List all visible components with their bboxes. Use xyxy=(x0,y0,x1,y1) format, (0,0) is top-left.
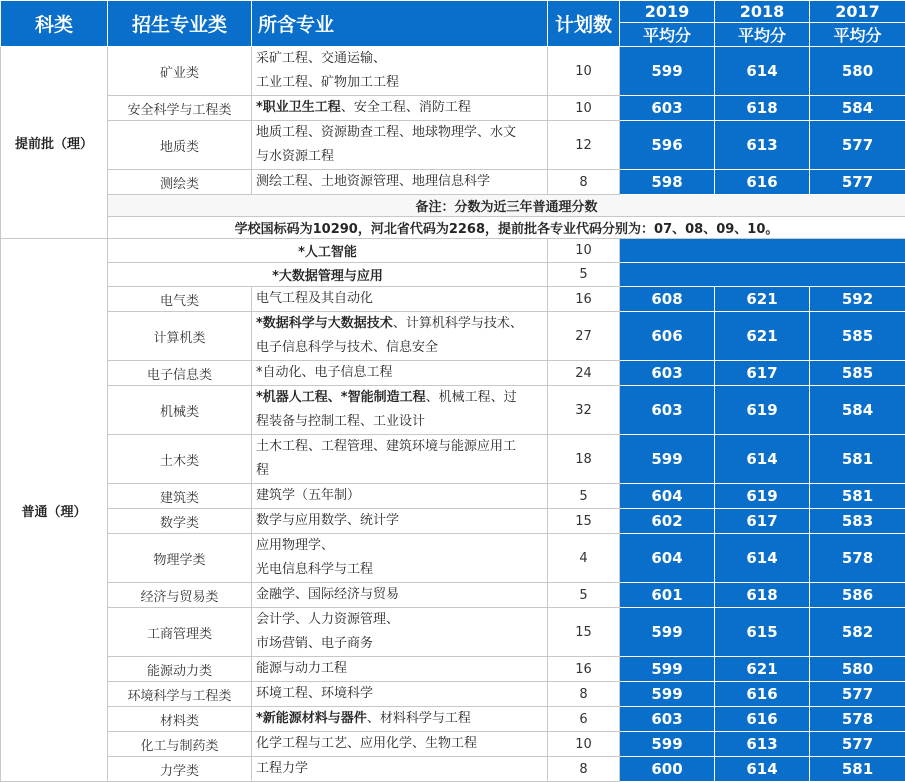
score-2019: 600 xyxy=(620,757,715,782)
group-cell: 建筑类 xyxy=(108,484,252,509)
plan-cell: 16 xyxy=(548,287,620,312)
group-cell: 机械类 xyxy=(108,386,252,435)
table-row xyxy=(1,96,905,121)
table-row xyxy=(1,732,905,757)
table-row xyxy=(1,509,905,534)
plan-cell: 32 xyxy=(548,386,620,435)
score-2018: 617 xyxy=(715,509,810,534)
table-row xyxy=(1,239,905,263)
majors-cell: 土木工程、工程管理、建筑环境与能源应用工 程 xyxy=(252,435,548,484)
score-2018: 621 xyxy=(715,287,810,312)
table-row xyxy=(1,47,905,96)
plan-cell: 8 xyxy=(548,757,620,782)
header-year-2017: 2017 xyxy=(810,1,905,23)
score-2017: 580 xyxy=(810,47,905,96)
score-2019: 599 xyxy=(620,47,715,96)
score-2018: 615 xyxy=(715,608,810,657)
majors-cell: 金融学、国际经济与贸易 xyxy=(252,583,548,608)
group-cell: 电气类 xyxy=(108,287,252,312)
table-row xyxy=(1,707,905,732)
table-row xyxy=(1,386,905,435)
group-cell: 工商管理类 xyxy=(108,608,252,657)
score-2019: 602 xyxy=(620,509,715,534)
score-2018: 619 xyxy=(715,386,810,435)
header-majors: 所含专业 xyxy=(252,1,548,47)
majors-cell: *自动化、电子信息工程 xyxy=(252,361,548,386)
header-year-2019: 2019 xyxy=(620,1,715,23)
plan-cell: 5 xyxy=(548,263,620,287)
plan-cell: 8 xyxy=(548,682,620,707)
category-cell: 提前批（理） xyxy=(1,47,108,239)
score-2019: 603 xyxy=(620,96,715,121)
majors-cell: 应用物理学、 光电信息科学与工程 xyxy=(252,534,548,583)
score-2019: 608 xyxy=(620,287,715,312)
table-row xyxy=(1,657,905,682)
note-row xyxy=(1,195,905,217)
score-2017: 577 xyxy=(810,732,905,757)
table-row xyxy=(1,263,905,287)
majors-cell: 工程力学 xyxy=(252,757,548,782)
score-2017: 592 xyxy=(810,287,905,312)
plan-cell: 18 xyxy=(548,435,620,484)
table-row xyxy=(1,435,905,484)
score-2018: 619 xyxy=(715,484,810,509)
majors-cell: *职业卫生工程、安全工程、消防工程 xyxy=(252,96,548,121)
score-2018: 616 xyxy=(715,170,810,195)
group-cell: 数学类 xyxy=(108,509,252,534)
plan-cell: 5 xyxy=(548,583,620,608)
score-2018: 613 xyxy=(715,732,810,757)
majors-cell: *机器人工程、*智能制造工程、机械工程、过 程装备与控制工程、工业设计 xyxy=(252,386,548,435)
score-2018: 614 xyxy=(715,534,810,583)
majors-cell: 能源与动力工程 xyxy=(252,657,548,682)
plan-cell: 15 xyxy=(548,509,620,534)
group-cell: 测绘类 xyxy=(108,170,252,195)
table-row xyxy=(1,121,905,170)
score-2019: 599 xyxy=(620,435,715,484)
group-cell: 电子信息类 xyxy=(108,361,252,386)
majors-cell: 环境工程、环境科学 xyxy=(252,682,548,707)
score-2017: 585 xyxy=(810,312,905,361)
plan-cell: 27 xyxy=(548,312,620,361)
group-cell: 计算机类 xyxy=(108,312,252,361)
table-row xyxy=(1,170,905,195)
majors-cell: *新能源材料与器件、材料科学与工程 xyxy=(252,707,548,732)
plan-cell: 10 xyxy=(548,47,620,96)
plan-cell: 10 xyxy=(548,96,620,121)
score-2017: 581 xyxy=(810,435,905,484)
header-group: 招生专业类 xyxy=(108,1,252,47)
score-2017: 581 xyxy=(810,757,905,782)
score-2017: 581 xyxy=(810,484,905,509)
majors-cell: *数据科学与大数据技术、计算机科学与技术、 电子信息科学与技术、信息安全 xyxy=(252,312,548,361)
score-2017: 585 xyxy=(810,361,905,386)
score-2018: 616 xyxy=(715,707,810,732)
score-2019: 603 xyxy=(620,386,715,435)
score-2018: 616 xyxy=(715,682,810,707)
score-2018: 617 xyxy=(715,361,810,386)
plan-cell: 10 xyxy=(548,239,620,263)
table-row xyxy=(1,312,905,361)
score-2017: 577 xyxy=(810,121,905,170)
score-2019: 603 xyxy=(620,361,715,386)
score-2019: 596 xyxy=(620,121,715,170)
note-row xyxy=(1,217,905,239)
score-2018: 618 xyxy=(715,96,810,121)
group-cell: 环境科学与工程类 xyxy=(108,682,252,707)
plan-cell: 15 xyxy=(548,608,620,657)
table-row xyxy=(1,361,905,386)
score-2019: 601 xyxy=(620,583,715,608)
group-cell: 化工与制药类 xyxy=(108,732,252,757)
group-cell: 物理学类 xyxy=(108,534,252,583)
special-major-cell: *大数据管理与应用 xyxy=(108,263,548,287)
score-2019: 604 xyxy=(620,534,715,583)
plan-cell: 6 xyxy=(548,707,620,732)
group-cell: 力学类 xyxy=(108,757,252,782)
score-2017: 578 xyxy=(810,534,905,583)
plan-cell: 4 xyxy=(548,534,620,583)
group-cell: 经济与贸易类 xyxy=(108,583,252,608)
score-2018: 621 xyxy=(715,657,810,682)
score-2019: 598 xyxy=(620,170,715,195)
group-cell: 能源动力类 xyxy=(108,657,252,682)
score-2018: 614 xyxy=(715,435,810,484)
header-avg-2018: 平均分 xyxy=(715,23,810,47)
majors-cell: 地质工程、资源勘查工程、地球物理学、水文 与水资源工程 xyxy=(252,121,548,170)
majors-cell: 化学工程与工艺、应用化学、生物工程 xyxy=(252,732,548,757)
majors-cell: 建筑学（五年制） xyxy=(252,484,548,509)
plan-cell: 16 xyxy=(548,657,620,682)
score-2019: 599 xyxy=(620,682,715,707)
table-row xyxy=(1,287,905,312)
group-cell: 安全科学与工程类 xyxy=(108,96,252,121)
header-year-2018: 2018 xyxy=(715,1,810,23)
header-avg-2019: 平均分 xyxy=(620,23,715,47)
group-cell: 矿业类 xyxy=(108,47,252,96)
score-2017: 583 xyxy=(810,509,905,534)
score-2019: 606 xyxy=(620,312,715,361)
table-row xyxy=(1,534,905,583)
score-2018: 621 xyxy=(715,312,810,361)
score-2018: 613 xyxy=(715,121,810,170)
school-code-note: 学校国标码为10290，河北省代码为2268，提前批各专业代码分别为：07、08、09、10。 xyxy=(108,217,905,239)
majors-cell: 测绘工程、土地资源管理、地理信息科学 xyxy=(252,170,548,195)
score-2019: 603 xyxy=(620,707,715,732)
score-2017: 584 xyxy=(810,386,905,435)
score-2018: 614 xyxy=(715,757,810,782)
plan-cell: 5 xyxy=(548,484,620,509)
score-2017: 578 xyxy=(810,707,905,732)
score-2019: 599 xyxy=(620,657,715,682)
table-row xyxy=(1,583,905,608)
group-cell: 土木类 xyxy=(108,435,252,484)
table-row xyxy=(1,608,905,657)
category-cell: 普通（理） xyxy=(1,239,108,782)
majors-cell: 采矿工程、交通运输、 工业工程、矿物加工工程 xyxy=(252,47,548,96)
plan-cell: 10 xyxy=(548,732,620,757)
score-2018: 618 xyxy=(715,583,810,608)
score-2019: 599 xyxy=(620,608,715,657)
header-plan: 计划数 xyxy=(548,1,620,47)
score-2017: 580 xyxy=(810,657,905,682)
score-2019: 604 xyxy=(620,484,715,509)
group-cell: 材料类 xyxy=(108,707,252,732)
score-note: 备注：分数为近三年普通理分数 xyxy=(108,195,905,217)
special-major-cell: *人工智能 xyxy=(108,239,548,263)
header-avg-2017: 平均分 xyxy=(810,23,905,47)
table-row xyxy=(1,682,905,707)
majors-cell: 数学与应用数学、统计学 xyxy=(252,509,548,534)
score-2017: 577 xyxy=(810,170,905,195)
plan-cell: 8 xyxy=(548,170,620,195)
plan-cell: 12 xyxy=(548,121,620,170)
score-2019: 599 xyxy=(620,732,715,757)
group-cell: 地质类 xyxy=(108,121,252,170)
score-2017: 584 xyxy=(810,96,905,121)
header-category: 科类 xyxy=(1,1,108,47)
table-row xyxy=(1,757,905,782)
score-empty xyxy=(620,263,905,287)
score-2017: 577 xyxy=(810,682,905,707)
majors-cell: 会计学、人力资源管理、 市场营销、电子商务 xyxy=(252,608,548,657)
score-2018: 614 xyxy=(715,47,810,96)
score-2017: 582 xyxy=(810,608,905,657)
table-row xyxy=(1,484,905,509)
plan-cell: 24 xyxy=(548,361,620,386)
majors-cell: 电气工程及其自动化 xyxy=(252,287,548,312)
score-2017: 586 xyxy=(810,583,905,608)
score-empty xyxy=(620,239,905,263)
